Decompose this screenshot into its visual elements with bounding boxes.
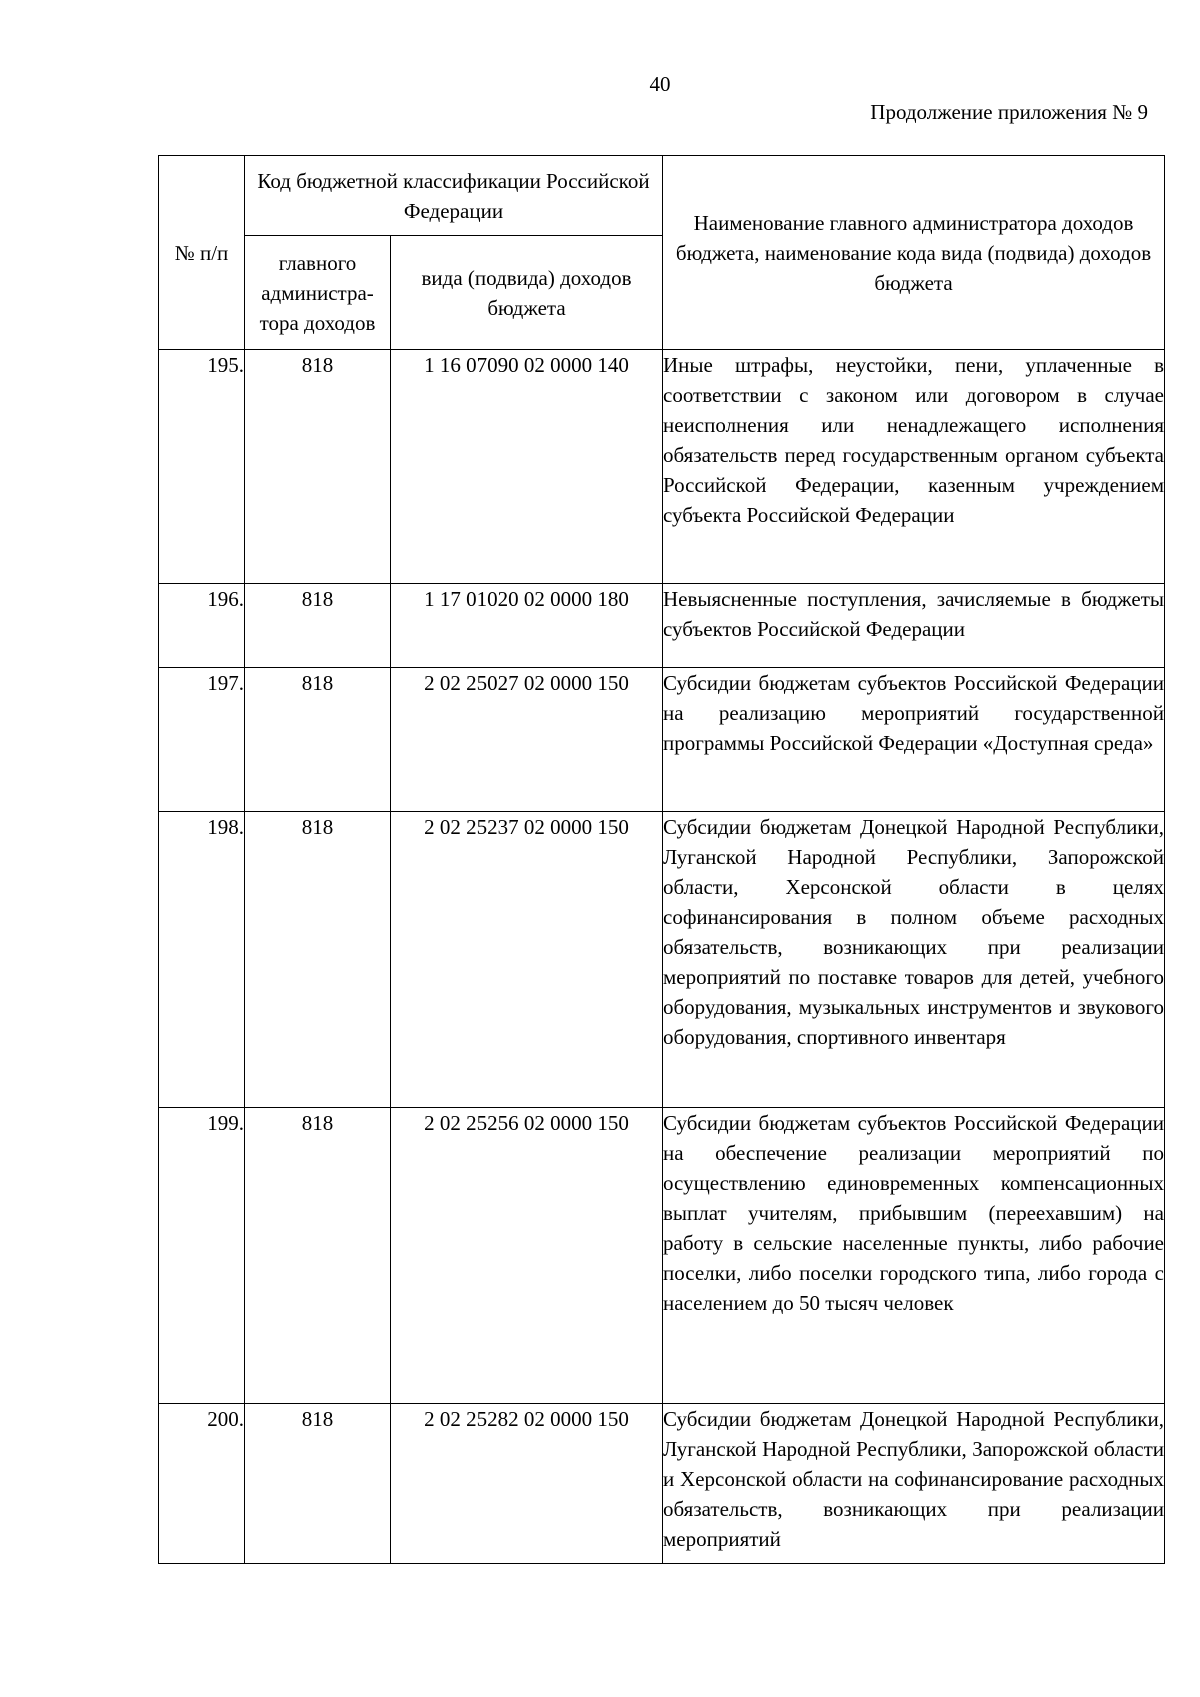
row-number: 200. [159, 1404, 245, 1564]
appendix-continuation-note: Продолжение приложения № 9 [870, 100, 1148, 124]
row-number: 196. [159, 584, 245, 668]
column-header-income-type: вида (подвида) доходов бюджета [391, 236, 663, 350]
table-header [159, 156, 1165, 350]
income-name: Субсидии бюджетам Донецкой Народной Республики, Луганской Народной Республики, Запорожской области и Херсонской области на софинансирование расходных обязательств, возникающих при реализации мероприятий [663, 1404, 1165, 1564]
administrator-code: 818 [245, 812, 391, 1108]
income-type-code: 2 02 25027 02 0000 150 [391, 668, 663, 812]
row-number: 195. [159, 350, 245, 584]
row-number: 198. [159, 812, 245, 1108]
income-name: Субсидии бюджетам субъектов Российской Федерации на обеспечение реализации мероприятий по осуществлению единовременных компенсационных выплат учителям, прибывшим (переехавшим) на работу в сельские населенные пункты, либо рабочие поселки, либо поселки городского типа, либо города с населением до 50 тысяч человек [663, 1108, 1165, 1404]
income-name: Иные штрафы, неустойки, пени, уплаченные в соответствии с законом или договором в случае неисполнения или ненадлежащего исполнения обязательств перед государственным органом субъекта Российской Федерации, казенным учреждением субъекта Российской Федерации [663, 350, 1165, 584]
row-number: 199. [159, 1108, 245, 1404]
administrator-code: 818 [245, 350, 391, 584]
income-type-code: 2 02 25282 02 0000 150 [391, 1404, 663, 1564]
income-type-code: 2 02 25237 02 0000 150 [391, 812, 663, 1108]
income-name: Субсидии бюджетам субъектов Российской Федерации на реализацию мероприятий государственной программы Российской Федерации «Доступная среда» [663, 668, 1165, 812]
column-header-name: Наименование главного администратора доходов бюджета, наименование кода вида (подвида) доходов бюджета [663, 156, 1165, 350]
row-number: 197. [159, 668, 245, 812]
table-row [159, 350, 1165, 584]
table-row [159, 1404, 1165, 1564]
administrator-code: 818 [245, 668, 391, 812]
income-type-code: 1 16 07090 02 0000 140 [391, 350, 663, 584]
page-number: 40 [649, 72, 671, 96]
administrator-code: 818 [245, 1404, 391, 1564]
administrator-code: 818 [245, 1108, 391, 1404]
administrator-code: 818 [245, 584, 391, 668]
income-type-code: 1 17 01020 02 0000 180 [391, 584, 663, 668]
income-type-code: 2 02 25256 02 0000 150 [391, 1108, 663, 1404]
income-name: Невыясненные поступления, зачисляемые в бюджеты субъектов Российской Федерации [663, 584, 1165, 668]
column-header-chief-administrator: главного администра-тора доходов [245, 236, 391, 350]
column-header-classification-code: Код бюджетной классификации Российской Федерации [245, 156, 663, 236]
table-row [159, 812, 1165, 1108]
income-classification-table [158, 155, 1165, 1564]
column-header-number: № п/п [159, 156, 245, 350]
table-row [159, 584, 1165, 668]
income-name: Субсидии бюджетам Донецкой Народной Республики, Луганской Народной Республики, Запорожской области, Херсонской области в целях софинансирования в полном объеме расходных обязательств, возникающих при реализации мероприятий по поставке товаров для детей, учебного оборудования, музыкальных инструментов и звукового оборудования, спортивного инвентаря [663, 812, 1165, 1108]
table-row [159, 668, 1165, 812]
table-row [159, 1108, 1165, 1404]
